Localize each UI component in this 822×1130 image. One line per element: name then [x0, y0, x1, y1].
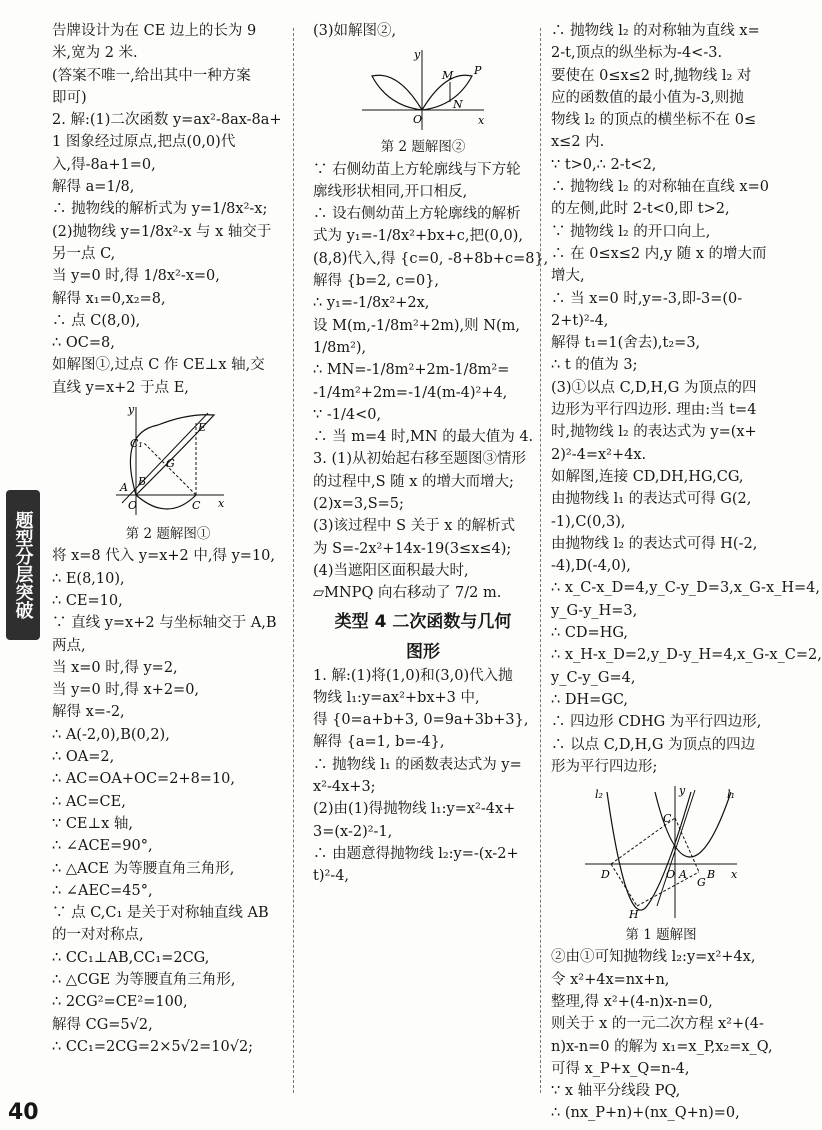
text-line: ∴ CC₁⊥AB,CC₁=2CG,	[52, 949, 210, 966]
text-line: 如解图,连接 CD,DH,HG,CG,	[551, 468, 744, 485]
text-line: y_G-y_H=3,	[551, 602, 638, 619]
text-line: (2)抛物线 y=1/8x²-x 与 x 轴交于	[52, 223, 272, 240]
text-line: 要使在 0≤x≤2 时,抛物线 l₂ 对	[551, 67, 752, 84]
axis-label-y: y	[128, 403, 135, 417]
text-line: 两点,	[52, 637, 86, 654]
text-line: ∴ 抛物线 l₂ 的对称轴在直线 x=0	[551, 179, 769, 196]
point-label-g: G	[166, 457, 175, 471]
text-line: ∴ CE=10,	[52, 592, 123, 609]
text-line: ∵ x 轴平分线段 PQ,	[551, 1083, 681, 1100]
column-divider	[293, 28, 294, 1093]
text-line: 增大,	[551, 268, 585, 285]
text-line: ∵ 右侧幼苗上方轮廓线与下方轮	[313, 161, 521, 178]
text-line: -1),C(0,3),	[551, 513, 626, 530]
curve-label-l2: l₂	[595, 788, 603, 802]
text-line: ∴ E(8,10),	[52, 570, 125, 587]
text-line: ∴ OC=8,	[52, 335, 115, 352]
text-line: 如解图①,过点 C 作 CE⊥x 轴,交	[52, 357, 265, 374]
text-line: 当 y=0 时,得 1/8x²-x=0,	[52, 268, 220, 285]
text-line: ∴ CD=HG,	[551, 625, 629, 642]
text-line: -1/4m²+2m=-1/4(m-4)²+4,	[313, 384, 508, 401]
text-line: 则关于 x 的一元二次方程 x²+(4-	[551, 1016, 764, 1033]
text-line: (3)如解图②,	[313, 23, 397, 39]
text-line: n)x-n=0 的解为 x₁=x_P,x₂=x_Q,	[551, 1038, 773, 1055]
text-line: ∴ 当 m=4 时,MN 的最大值为 4.	[313, 429, 534, 446]
text-line: 形为平行四边形;	[551, 758, 658, 775]
text-line: ∴ 四边形 CDHG 为平行四边形,	[551, 714, 762, 731]
text-line: ∴ AC=CE,	[52, 793, 126, 810]
point-label-a: A	[120, 481, 128, 495]
line-ab	[122, 413, 208, 503]
text-line: ∴ 抛物线的解析式为 y=1/8x²-x;	[52, 201, 268, 218]
text-line: 令 x²+4x=nx+n,	[551, 971, 670, 988]
text-line: ∴ 抛物线 l₁ 的函数表达式为 y=	[313, 756, 522, 773]
figure-2-solution-1	[108, 403, 228, 521]
text-line: y_C-y_G=4,	[551, 669, 636, 686]
text-line: ∵ 点 C,C₁ 是关于对称轴直线 AB	[52, 905, 269, 922]
text-line: ∴ ∠ACE=90°,	[52, 838, 153, 855]
text-line: 1 图象经过原点,把点(0,0)代	[52, 134, 236, 151]
text-line: 当 x=0 时,得 y=2,	[52, 659, 178, 676]
text-line: ∴ 抛物线 l₂ 的对称轴为直线 x=	[551, 23, 760, 39]
text-line: ∵ -1/4<0,	[313, 406, 382, 423]
text-line: 解得 {b=2, c=0},	[313, 273, 440, 290]
figure-caption: 第 2 题解图①	[125, 526, 211, 543]
text-line: 另一点 C,	[52, 245, 116, 262]
text-line: 直线 y=x+2 于点 E,	[52, 379, 189, 396]
text-line: ∵ 直线 y=x+2 与坐标轴交于 A,B	[52, 615, 277, 632]
text-line: (答案不唯一,给出其中一种方案	[52, 67, 251, 84]
text-line: 解得 x=-2,	[52, 704, 125, 721]
text-block	[551, 20, 822, 778]
left-seedling	[372, 76, 422, 111]
text-block	[313, 665, 533, 888]
text-line: 解得 a=1/8,	[52, 179, 135, 196]
point-label-n: N	[453, 98, 463, 112]
axis-label-x: x	[731, 868, 738, 882]
point-label-b: B	[707, 868, 716, 882]
point-label-d: D	[601, 868, 610, 882]
axis-label-x: x	[478, 114, 485, 128]
point-label-h: H	[629, 908, 639, 922]
text-line: 边形为平行四边形. 理由:当 t=4	[551, 402, 757, 419]
figure-1-solution	[581, 782, 741, 922]
text-line: 入,得-8a+1=0,	[52, 156, 156, 173]
text-line: 解得 CG=5√2,	[52, 1016, 153, 1033]
point-label-m: M	[442, 69, 454, 83]
text-line: x²-4x+3;	[313, 779, 376, 796]
text-line: 的左侧,此时 2-t<0,即 t>2,	[551, 201, 730, 218]
text-line: 将 x=8 代入 y=x+2 中,得 y=10,	[52, 548, 276, 565]
point-label-o: O	[666, 868, 676, 882]
text-line: 廓线形状相同,开口相反,	[313, 183, 468, 200]
text-line: ∴ ∠AEC=45°,	[52, 882, 153, 899]
column-2	[313, 20, 549, 888]
text-line: ∴ DH=GC,	[551, 691, 629, 708]
curve-label-l1: l₁	[727, 788, 735, 802]
axis-label-y: y	[414, 48, 421, 62]
text-line: (8,8)代入,得 {c=0, -8+8b+c=8},	[313, 250, 549, 267]
point-label-b: B	[138, 475, 147, 489]
side-tab-label: 题型分层突破	[6, 490, 40, 640]
text-line: 即可)	[52, 89, 87, 106]
point-label-c: C	[192, 499, 201, 513]
text-line: -4),D(-4,0),	[551, 558, 631, 575]
segment-dh	[611, 864, 637, 906]
axis-label-y: y	[679, 784, 686, 798]
figure-2-solution-2	[358, 46, 488, 134]
text-line: ∵ CE⊥x 轴,	[52, 815, 134, 832]
point-label-c: C	[663, 812, 672, 826]
text-line: ∵ t>0,∴ 2-t<2,	[551, 156, 657, 173]
line-pq	[657, 790, 695, 906]
text-line: 设 M(m,-1/8m²+2m),则 N(m,	[313, 317, 520, 334]
text-line: 2+t)²-4,	[551, 312, 609, 329]
text-line: 解得 {a=1, b=-4},	[313, 734, 445, 751]
text-line: ∴ (nx_P+n)+(nx_Q+n)=0,	[551, 1105, 740, 1122]
parabola-curve	[136, 495, 196, 509]
text-line: 得 {0=a+b+3, 0=9a+3b+3},	[313, 712, 529, 729]
text-line: 由抛物线 l₂ 的表达式可得 H(-2,	[551, 535, 758, 552]
text-line: 3. (1)从初始起右移至题图③情形	[313, 451, 526, 468]
text-line: ∴ 在 0≤x≤2 内,y 随 x 的增大而	[551, 245, 767, 262]
text-line: 由抛物线 l₁ 的表达式可得 G(2,	[551, 491, 752, 508]
point-label-o: O	[128, 499, 138, 513]
text-line: ∴ x_C-x_D=4,y_C-y_D=3,x_G-x_H=4,	[551, 580, 821, 597]
text-line: 1. 解:(1)将(1,0)和(3,0)代入抛	[313, 667, 513, 684]
point-label-o: O	[413, 113, 423, 127]
text-line: 的过程中,S 随 x 的增大而增大;	[313, 473, 514, 490]
text-line: ∴ △CGE 为等腰直角三角形,	[52, 971, 236, 988]
text-line: 式为 y₁=-1/8x²+bx+c,把(0,0),	[313, 228, 523, 245]
text-line: (4)当遮阳区面积最大时,	[313, 562, 469, 579]
figure-caption: 第 1 题解图	[625, 927, 697, 944]
text-block	[52, 20, 284, 399]
text-line: 为 S=-2x²+14x-19(3≤x≤4);	[313, 540, 512, 557]
text-line: 物线 l₁:y=ax²+bx+3 中,	[313, 689, 480, 706]
text-line: ∴ 当 x=0 时,y=-3,即-3=(0-	[551, 290, 743, 307]
text-line: 的一对对称点,	[52, 927, 144, 944]
column-divider	[540, 28, 541, 1093]
section-title: 类型 4 二次函数与几何	[334, 611, 512, 632]
figure-caption: 第 2 题解图②	[380, 139, 466, 156]
text-line: ∴ y₁=-1/8x²+2x,	[313, 295, 430, 312]
text-line: ∴ MN=-1/8m²+2m-1/8m²=	[313, 362, 510, 379]
axis-label-x: x	[218, 497, 225, 511]
text-line: 整理,得 x²+(4-n)x-n=0,	[551, 993, 713, 1010]
page-number: 40	[8, 1100, 39, 1125]
text-line: ∴ CC₁=2CG=2×5√2=10√2;	[52, 1038, 254, 1055]
text-line: 解得 x₁=0,x₂=8,	[52, 290, 166, 307]
text-line: 物线 l₂ 的顶点的横坐标不在 0≤	[551, 112, 757, 129]
text-line: 1/8m²),	[313, 339, 367, 356]
text-line: ∴ 以点 C,D,H,G 为顶点的四边	[551, 736, 756, 753]
point-label-g: G	[697, 876, 706, 890]
text-line: 2-t,顶点的纵坐标为-4<-3.	[551, 45, 723, 62]
text-line: (2)由(1)得抛物线 l₁:y=x²-4x+	[313, 801, 516, 818]
text-line: 告牌设计为在 CE 边上的长为 9	[52, 23, 257, 39]
text-line: t)²-4,	[313, 868, 350, 885]
text-line: ∴ 设右侧幼苗上方轮廓线的解析	[313, 206, 521, 223]
point-label-c1: C₁	[130, 437, 143, 451]
text-line: 应的函数值的最小值为-3,则抛	[551, 89, 744, 106]
point-label-p: P	[474, 64, 482, 78]
text-line: x≤2 内.	[551, 134, 605, 151]
text-line: ∴ △ACE 为等腰直角三角形,	[52, 860, 235, 877]
text-line: (3)①以点 C,D,H,G 为顶点的四	[551, 379, 757, 396]
text-line: (2)x=3,S=5;	[313, 496, 404, 513]
text-line: (3)该过程中 S 关于 x 的解析式	[313, 518, 516, 535]
text-line: ∴ OA=2,	[52, 749, 115, 766]
text-block	[551, 946, 771, 1124]
text-line: 米,宽为 2 米.	[52, 45, 138, 62]
point-label-e: E	[198, 421, 207, 435]
text-block	[313, 20, 533, 42]
section-title-continued: 图形	[406, 641, 440, 662]
text-line: ②由①可知抛物线 l₂:y=x²+4x,	[551, 949, 756, 966]
text-block	[52, 545, 284, 1058]
text-line: 可得 x_P+x_Q=n-4,	[551, 1060, 690, 1077]
text-line: ∴ A(-2,0),B(0,2),	[52, 726, 170, 743]
text-line: 解得 t₁=1(舍去),t₂=3,	[551, 335, 701, 352]
text-line: 当 y=0 时,得 x+2=0,	[52, 682, 200, 699]
text-line: ∵ 抛物线 l₂ 的开口向上,	[551, 223, 711, 240]
text-line: ∴ 点 C(8,0),	[52, 312, 141, 329]
text-line: ▱MNPQ 向右移动了 7/2 m.	[313, 585, 502, 602]
column-1	[52, 20, 284, 1058]
text-block	[313, 159, 549, 605]
column-3	[551, 20, 822, 1125]
text-line: ∴ t 的值为 3;	[551, 357, 638, 374]
text-line: 2. 解:(1)二次函数 y=ax²-8ax-8a+	[52, 112, 282, 129]
text-line: ∴ AC=OA+OC=2+8=10,	[52, 771, 235, 788]
text-line: 3=(x-2)²-1,	[313, 823, 393, 840]
text-line: ∴ 2CG²=CE²=100,	[52, 994, 188, 1011]
point-label-a: A	[679, 868, 687, 882]
text-line: 时,抛物线 l₂ 的表达式为 y=(x+	[551, 424, 757, 441]
text-line: ∴ x_H-x_D=2,y_D-y_H=4,x_G-x_C=2,	[551, 647, 822, 664]
text-line: 2)²-4=x²+4x.	[551, 446, 647, 463]
text-line: ∴ 由题意得抛物线 l₂:y=-(x-2+	[313, 845, 519, 862]
